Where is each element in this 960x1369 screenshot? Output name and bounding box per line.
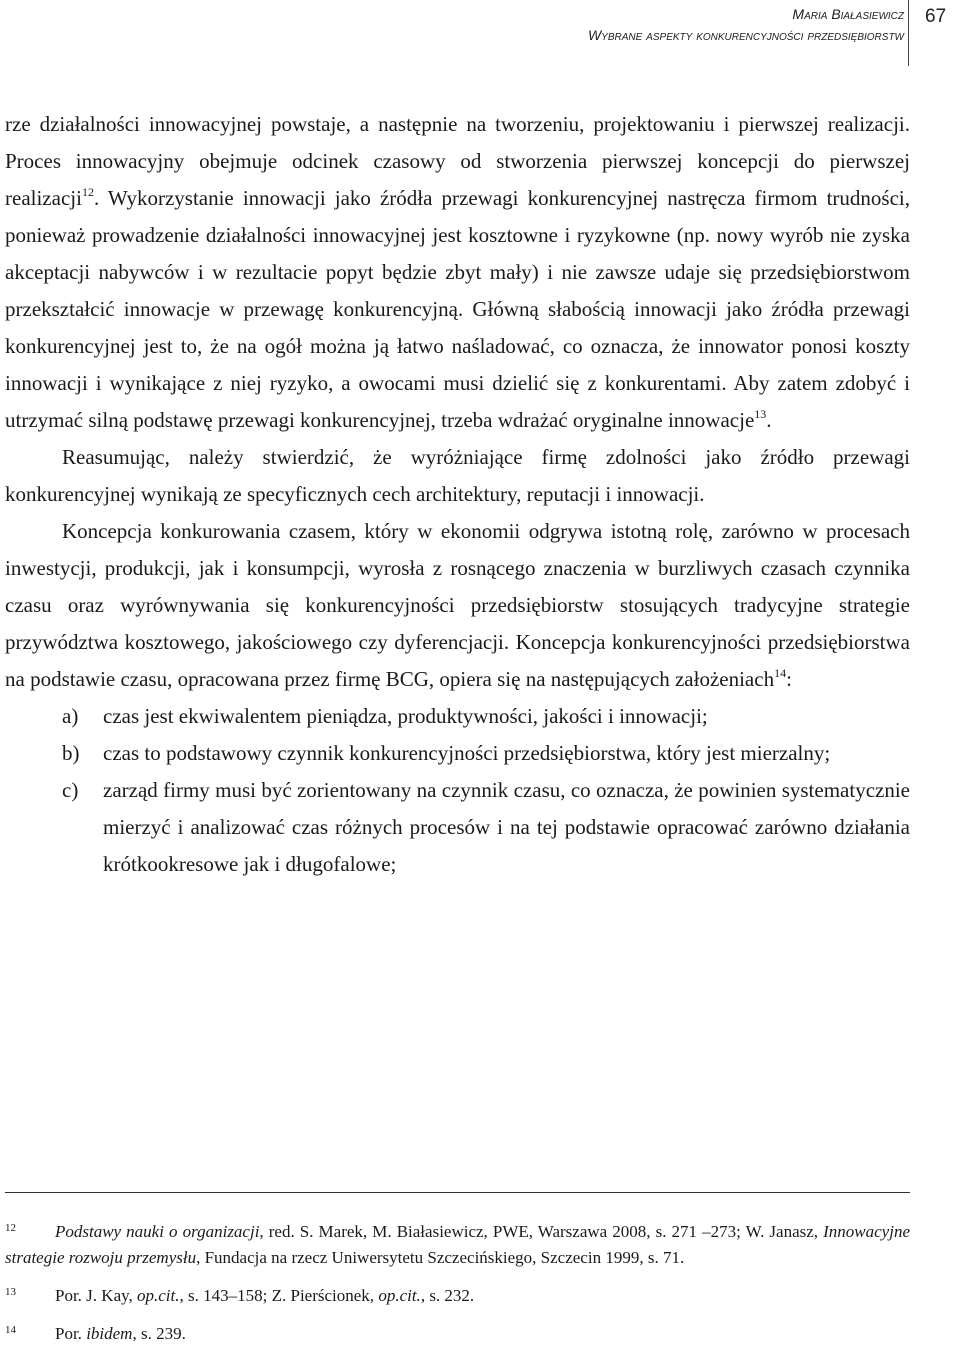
page-header <box>0 0 960 70</box>
running-head-author: Maria Białasiewicz <box>792 6 904 22</box>
list-item: b) czas to podstawowy czynnik konkurencyjności przedsiębiorstwa, który jest mierzalny; <box>62 741 831 765</box>
list-item: c) zarząd firmy musi być zorientowany na czynnik czasu, co oznacza, że powinien systematycznie mierzyć i analizować czas różnych procesów i na tej podstawie opracować zarówno działania krótkookresowe jak i długofalowe; <box>62 778 910 876</box>
footnote-ref-12: 12 <box>81 185 94 199</box>
paragraph-3: Koncepcja konkurowania czasem, który w ekonomii odgrywa istotną rolę, zarówno w procesach inwestycji, produkcji, jak i konsumpcji, wyrosła z rosnącego znaczenia w burzliwych czasach czynnika czasu oraz wyrównywania się konkurencyjności przedsiębiorstw stosujących tradycyjne strategie przywództwa kosztowego, jakościowego czy dyferencjacji. Koncepcja konkurencyjności przedsiębiorstwa na podstawie czasu, opracowana przez firmę BCG, opiera się na następujących założeniach$^{14}$: <box>5 519 910 691</box>
footnote-13: $^{13}$ Por. J. Kay, op.cit., s. 143–158; Z. Pierścionek, op.cit., s. 232. <box>5 1286 475 1305</box>
footnote-12: $^{12}$ Podstawy nauki o organizacji, red. S. Marek, M. Białasiewicz, PWE, Warszawa 2008, s. 271 –273; W. Janasz, Innowacyjne strategie rozwoju przemysłu, Fundacja na rzecz Uniwersytetu Szczecińskiego, Szczecin 1999, s. 71. <box>5 1222 910 1267</box>
assumptions-list <box>5 698 910 883</box>
footnote-14: $^{14}$ Por. ibidem, s. 239. <box>5 1324 186 1343</box>
paragraph-2: Reasumując, należy stwierdzić, że wyróżniające firmę zdolności jako źródło przewagi konkurencyjnej wynikają ze specyficznych cech architektury, reputacji i innowacji. <box>5 445 910 506</box>
running-head-title: Wybrane aspekty konkurencyjności przedsiębiorstw <box>587 27 904 43</box>
header-divider <box>908 0 909 66</box>
paragraph-1: rze działalności innowacyjnej powstaje, a następnie na tworzeniu, projektowaniu i pierwszej realizacji. Proces innowacyjny obejmuje odcinek czasowy od stworzenia pierwszej koncepcji do pierwszej realizacji$^{12}$. Wykorzystanie innowacji jako źródła przewagi konkurencyjnej nastręcza firmom trudności, ponieważ prowadzenie działalności innowacyjnej jest kosztowne i ryzykowne (np. nowy wyrób nie zyska akceptacji nabywców i w rezultacie popyt będzie zbyt mały) i nie zawsze udaje się przedsiębiorstwom przekształcić innowacje w przewagę konkurencyjną. Główną słabością innowacji jako źródła przewagi konkurencyjnej jest to, że na ogół można ją łatwo naśladować, co oznacza, że innowator ponosi koszty innowacji i wynikające z niej ryzyko, a owocami musi dzielić się z konkurentami. Aby zatem zdobyć i utrzymać silną podstawę przewagi konkurencyjnej, trzeba wdrażać oryginalne innowacje$^{13}$. <box>5 112 910 432</box>
footnotes <box>5 1219 910 1359</box>
list-item: a) czas jest ekwiwalentem pieniądza, produktywności, jakości i innowacji; <box>62 704 708 728</box>
footnote-divider <box>5 1192 910 1193</box>
main-text <box>5 106 910 883</box>
running-head <box>588 4 904 46</box>
footnote-ref-14: 14 <box>774 666 787 680</box>
footnote-ref-13: 13 <box>754 407 767 421</box>
page-number: 67 <box>925 6 947 27</box>
